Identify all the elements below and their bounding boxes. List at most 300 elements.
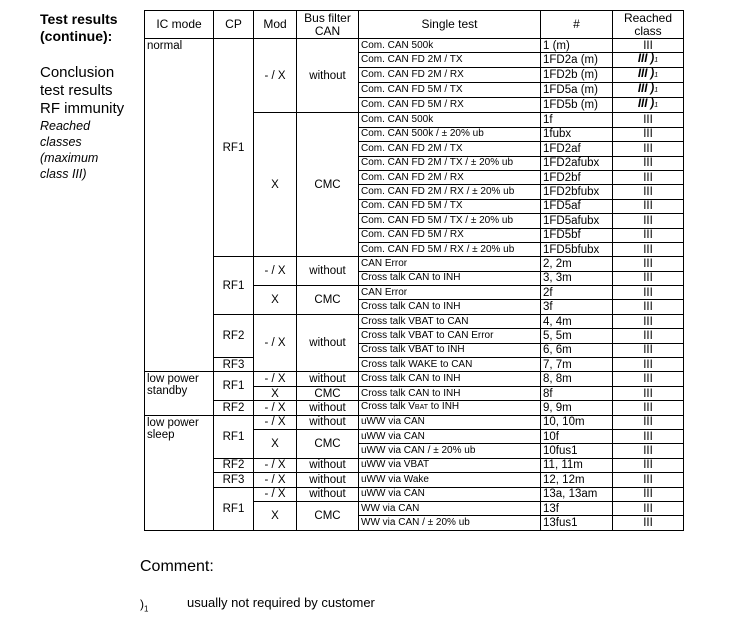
reached-class: III — [643, 272, 653, 285]
header-reached-class — [613, 11, 684, 39]
single-test-text: Cross talk CAN to INH — [361, 387, 461, 399]
single-test-cell — [359, 473, 541, 487]
single-test-text: Com. CAN 500k — [361, 39, 434, 51]
bus-filter-cell — [297, 314, 359, 372]
test-number: 6, 6m — [543, 344, 572, 357]
single-test-text: Cross talk CAN to INH — [361, 272, 461, 284]
reached-class: III — [643, 358, 653, 371]
single-test-text: uWW via CAN — [361, 488, 425, 500]
conclusion-line: RF immunity — [40, 100, 125, 117]
table-row — [145, 415, 684, 429]
single-test-cell — [359, 113, 541, 127]
single-test-cell — [359, 386, 541, 400]
class-footnote-sub: 1 — [654, 87, 659, 95]
test-number: 10f — [543, 430, 559, 443]
ic-mode-label: sleep — [147, 428, 175, 441]
bus-filter-label: without — [309, 337, 346, 350]
single-test-text: Com. CAN FD 2M / RX — [361, 69, 464, 81]
results-table — [144, 10, 684, 531]
test-number-cell — [541, 516, 613, 530]
mod-label: X — [271, 293, 279, 306]
reached-class: III — [637, 53, 648, 66]
reached-class-cell — [613, 372, 684, 386]
header-bus-filter — [297, 11, 359, 39]
reached-classes-note — [40, 118, 140, 182]
test-number: 11, 11m — [543, 459, 583, 472]
test-number-cell — [541, 329, 613, 343]
test-number: 10, 10m — [543, 416, 585, 429]
test-number-cell — [541, 372, 613, 386]
reached-class-cell — [613, 415, 684, 429]
single-test-cell — [359, 444, 541, 458]
test-number-cell — [541, 257, 613, 271]
single-test-subscript: BAT — [414, 404, 429, 412]
test-number: 13a, 13am — [543, 488, 598, 501]
reached-class: III — [643, 186, 653, 199]
mod-cell — [254, 473, 297, 487]
test-number-cell — [541, 358, 613, 372]
conclusion-line: Conclusion — [40, 64, 115, 81]
reached-class-cell — [613, 286, 684, 300]
test-number: 1FD5a (m) — [543, 84, 598, 97]
single-test-cell — [359, 214, 541, 228]
single-test-text: CAN Error — [361, 257, 408, 269]
reached-class-cell — [613, 429, 684, 443]
note-line: classes — [40, 135, 82, 149]
cp-label: RF2 — [222, 329, 245, 342]
test-number-cell — [541, 39, 613, 53]
single-test-text: Com. CAN FD 5M / TX / ± 20% ub — [361, 214, 514, 226]
reached-class-cell — [613, 39, 684, 53]
single-test-cell — [359, 156, 541, 170]
cp-cell — [214, 458, 254, 472]
single-test-text: Com. CAN FD 2M / TX — [361, 54, 463, 66]
single-test-text: Cross talk VBAT to CAN Error — [361, 329, 494, 341]
reached-class-cell — [613, 487, 684, 501]
test-number-cell — [541, 401, 613, 415]
single-test-cell — [359, 39, 541, 53]
test-number: 1FD2af — [543, 142, 581, 155]
title-line: Test results — [40, 11, 118, 27]
header-bus-filter-l1: Bus filter — [304, 10, 351, 25]
reached-class-cell — [613, 68, 684, 83]
class-footnote-paren: ) — [650, 68, 655, 81]
bus-filter-cell — [297, 501, 359, 530]
reached-class-cell — [613, 401, 684, 415]
table-row — [145, 39, 684, 53]
reached-class-cell — [613, 343, 684, 357]
mod-label: - / X — [264, 488, 286, 501]
single-test-text: uWW via CAN — [361, 416, 425, 428]
single-test-cell — [359, 242, 541, 256]
mod-label: X — [271, 178, 279, 191]
cp-cell — [214, 39, 254, 257]
single-test-cell — [359, 68, 541, 83]
mod-label: - / X — [264, 337, 286, 350]
test-number-cell — [541, 300, 613, 314]
test-number-cell — [541, 429, 613, 443]
note-line: (maximum — [40, 151, 99, 165]
reached-class-cell — [613, 185, 684, 199]
reached-class-cell — [613, 242, 684, 256]
mod-cell — [254, 401, 297, 415]
mod-label: - / X — [264, 401, 286, 414]
class-footnote-sub: 1 — [654, 72, 659, 80]
bus-filter-cell — [297, 257, 359, 286]
reached-class: III — [643, 301, 653, 314]
test-number-cell — [541, 228, 613, 242]
reached-class: III — [643, 39, 653, 52]
single-test-cell — [359, 429, 541, 443]
mod-cell — [254, 458, 297, 472]
test-number: 1FD5bf — [543, 229, 581, 242]
mod-label: - / X — [264, 265, 286, 278]
header-single-test: Single test — [359, 11, 541, 39]
bus-filter-cell — [297, 39, 359, 113]
single-test-text: Cross talk V — [361, 401, 415, 413]
single-test-cell — [359, 329, 541, 343]
bus-filter-label: CMC — [314, 387, 341, 400]
single-test-text: uWW via Wake — [361, 473, 429, 485]
table-row — [145, 473, 684, 487]
reached-class: III — [643, 286, 653, 299]
note-line: Reached — [40, 119, 91, 133]
reached-class: III — [643, 517, 653, 530]
header-bus-filter-l2: CAN — [314, 23, 341, 38]
single-test-text: Com. CAN FD 5M / RX — [361, 229, 464, 241]
bus-filter-label: CMC — [314, 178, 341, 191]
reached-class: III — [643, 416, 653, 429]
test-number: 1fubx — [543, 128, 572, 141]
mod-cell — [254, 257, 297, 286]
table-row — [145, 458, 684, 472]
mod-cell — [254, 415, 297, 429]
reached-class-cell — [613, 386, 684, 400]
mod-cell — [254, 429, 297, 458]
test-number-cell — [541, 343, 613, 357]
bus-filter-cell — [297, 458, 359, 472]
test-number-cell — [541, 444, 613, 458]
bus-filter-label: CMC — [314, 509, 341, 522]
reached-class: III — [643, 430, 653, 443]
reached-class: III — [643, 445, 653, 458]
cp-label: RF1 — [222, 279, 245, 292]
header-reached-l1: Reached — [623, 10, 673, 25]
single-test-cell — [359, 286, 541, 300]
test-number: 1FD2b (m) — [543, 69, 598, 82]
cp-label: RF1 — [222, 141, 245, 154]
mod-cell — [254, 501, 297, 530]
reached-class: III — [643, 459, 653, 472]
reached-class: III — [637, 83, 648, 96]
test-number: 10fus1 — [543, 445, 578, 458]
mod-cell — [254, 113, 297, 257]
bus-filter-label: without — [309, 265, 346, 278]
single-test-text: uWW via VBAT — [361, 459, 430, 471]
single-test-text: Com. CAN FD 5M / RX / ± 20% ub — [361, 243, 515, 255]
ic-mode-label: normal — [147, 40, 183, 52]
test-number-cell — [541, 199, 613, 213]
table-row — [145, 487, 684, 501]
test-number: 5, 5m — [543, 329, 572, 342]
single-test-text: Com. CAN FD 5M / TX — [361, 84, 463, 96]
reached-class-cell — [613, 170, 684, 184]
reached-class: III — [643, 200, 653, 213]
mod-cell — [254, 487, 297, 501]
reached-class: III — [643, 142, 653, 155]
cp-cell — [214, 358, 254, 372]
single-test-text: Com. CAN 500k — [361, 114, 434, 126]
cp-cell — [214, 257, 254, 315]
test-number: 2f — [543, 286, 553, 299]
reached-class-cell — [613, 444, 684, 458]
footnote-mark-sub: 1 — [144, 604, 149, 614]
reached-class-cell — [613, 98, 684, 113]
comment-label: Comment: — [140, 558, 214, 575]
reached-class: III — [643, 387, 653, 400]
test-number-cell — [541, 83, 613, 98]
bus-filter-cell — [297, 487, 359, 501]
reached-class-cell — [613, 516, 684, 530]
header-reached-l2: class — [634, 23, 662, 38]
cp-cell — [214, 372, 254, 401]
single-test-cell — [359, 83, 541, 98]
test-number: 3f — [543, 301, 553, 314]
single-test-cell — [359, 185, 541, 199]
test-number: 1FD2afubx — [543, 157, 600, 170]
test-number: 13fus1 — [543, 517, 578, 530]
single-test-cell — [359, 516, 541, 530]
cp-label: RF3 — [222, 473, 245, 486]
single-test-text: uWW via CAN — [361, 430, 425, 442]
ic-mode-label: low power — [147, 373, 199, 386]
reached-class: III — [643, 243, 653, 256]
mod-cell — [254, 372, 297, 386]
test-number-cell — [541, 185, 613, 199]
footnote-text: usually not required by customer — [187, 595, 375, 610]
header-cp: CP — [214, 11, 254, 39]
reached-class-cell — [613, 329, 684, 343]
reached-class: III — [643, 473, 653, 486]
single-test-text: Com. CAN FD 5M / RX — [361, 99, 464, 111]
single-test-cell — [359, 415, 541, 429]
test-number: 1FD2a (m) — [543, 54, 598, 67]
reached-class: III — [643, 373, 653, 386]
title-line: (continue): — [40, 28, 113, 44]
table-row — [145, 401, 684, 415]
mod-label: X — [271, 509, 279, 522]
cp-cell — [214, 314, 254, 357]
bus-filter-label: without — [309, 473, 346, 486]
test-number: 1FD5afubx — [543, 214, 600, 227]
test-number: 13f — [543, 502, 559, 515]
cp-label: RF1 — [222, 502, 245, 515]
table-row — [145, 358, 684, 372]
reached-class-cell — [613, 127, 684, 141]
reached-class-cell — [613, 53, 684, 68]
test-number-cell — [541, 501, 613, 515]
single-test-cell — [359, 300, 541, 314]
reached-class-cell — [613, 314, 684, 328]
single-test-text: WW via CAN — [361, 502, 420, 514]
mod-label: - / X — [264, 473, 286, 486]
reached-class: III — [643, 171, 653, 184]
reached-class: III — [637, 98, 648, 111]
bus-filter-cell — [297, 429, 359, 458]
single-test-text: Com. CAN FD 2M / TX — [361, 142, 463, 154]
single-test-text: Com. CAN FD 2M / RX — [361, 171, 464, 183]
ic-mode-low-power-standby — [145, 372, 214, 415]
reached-class: III — [643, 257, 653, 270]
bus-filter-label: without — [309, 401, 346, 414]
test-number-cell — [541, 286, 613, 300]
single-test-text: Cross talk VBAT to CAN — [361, 315, 469, 327]
single-test-text: Com. CAN FD 2M / RX / ± 20% ub — [361, 186, 515, 198]
cp-cell — [214, 487, 254, 530]
table-row — [145, 314, 684, 328]
single-test-cell — [359, 98, 541, 113]
reached-class-cell — [613, 501, 684, 515]
mod-cell — [254, 386, 297, 400]
ic-mode-label: standby — [147, 385, 188, 398]
cp-cell — [214, 401, 254, 415]
test-number: 7, 7m — [543, 358, 572, 371]
class-footnote-sub: 1 — [654, 102, 659, 110]
footnote-mark-paren: ) — [140, 597, 144, 611]
single-test-text: Com. CAN FD 2M / TX / ± 20% ub — [361, 157, 514, 169]
cp-label: RF1 — [222, 380, 245, 393]
single-test-cell — [359, 228, 541, 242]
class-footnote-paren: ) — [650, 98, 655, 111]
reached-class: III — [643, 344, 653, 357]
reached-class: III — [643, 128, 653, 141]
test-number: 1FD2bfubx — [543, 186, 600, 199]
table-row — [145, 257, 684, 271]
single-test-text: uWW via CAN / ± 20% ub — [361, 445, 476, 457]
test-number: 1FD5af — [543, 200, 581, 213]
bus-filter-cell — [297, 415, 359, 429]
note-line: class III) — [40, 167, 87, 181]
single-test-cell — [359, 53, 541, 68]
single-test-cell — [359, 358, 541, 372]
test-number: 8f — [543, 387, 553, 400]
single-test-cell — [359, 487, 541, 501]
reached-class-cell — [613, 300, 684, 314]
bus-filter-cell — [297, 401, 359, 415]
cp-cell — [214, 473, 254, 487]
mod-label: X — [271, 387, 279, 400]
single-test-text: Cross talk VBAT to INH — [361, 344, 465, 356]
single-test-cell — [359, 170, 541, 184]
single-test-cell — [359, 501, 541, 515]
single-test-text: Cross talk CAN to INH — [361, 301, 461, 313]
reached-class: III — [643, 329, 653, 342]
test-number-cell — [541, 214, 613, 228]
test-number-cell — [541, 458, 613, 472]
reached-class: III — [643, 157, 653, 170]
mod-cell — [254, 39, 297, 113]
test-number: 3, 3m — [543, 272, 572, 285]
reached-class: III — [643, 502, 653, 515]
test-number: 12, 12m — [543, 473, 585, 486]
table-header-row — [145, 11, 684, 39]
single-test-text: Com. CAN FD 5M / TX — [361, 200, 463, 212]
test-number: 1FD2bf — [543, 171, 581, 184]
single-test-text: Cross talk CAN to INH — [361, 373, 461, 385]
single-test-text: Cross talk WAKE to CAN — [361, 358, 473, 370]
reached-class-cell — [613, 199, 684, 213]
bus-filter-label: without — [309, 69, 346, 82]
header-number: # — [541, 11, 613, 39]
single-test-cell — [359, 257, 541, 271]
single-test-cell — [359, 199, 541, 213]
test-number-cell — [541, 68, 613, 83]
table-row — [145, 372, 684, 386]
class-footnote-paren: ) — [650, 83, 655, 96]
single-test-cell — [359, 401, 541, 415]
test-number-cell — [541, 98, 613, 113]
test-number: 9, 9m — [543, 401, 572, 414]
reached-class: III — [643, 229, 653, 242]
header-mod: Mod — [254, 11, 297, 39]
footnote-mark — [140, 597, 148, 613]
section-title — [40, 11, 140, 45]
class-footnote-sub: 1 — [654, 57, 659, 65]
reached-class: III — [637, 68, 648, 81]
single-test-cell — [359, 314, 541, 328]
single-test-cell — [359, 458, 541, 472]
cp-cell — [214, 415, 254, 458]
single-test-cell — [359, 271, 541, 285]
mod-label: X — [271, 437, 279, 450]
reached-class-cell — [613, 156, 684, 170]
single-test-text: Com. CAN 500k / ± 20% ub — [361, 128, 484, 140]
test-number: 2, 2m — [543, 257, 572, 270]
test-number-cell — [541, 242, 613, 256]
reached-class-cell — [613, 358, 684, 372]
bus-filter-label: without — [309, 373, 346, 386]
reached-class-cell — [613, 113, 684, 127]
test-number: 1FD5b (m) — [543, 99, 598, 112]
test-number-cell — [541, 142, 613, 156]
single-test-cell — [359, 127, 541, 141]
reached-class-cell — [613, 257, 684, 271]
reached-class: III — [643, 315, 653, 328]
test-number-cell — [541, 156, 613, 170]
mod-label: - / X — [264, 373, 286, 386]
mod-cell — [254, 286, 297, 315]
bus-filter-label: CMC — [314, 437, 341, 450]
test-number-cell — [541, 170, 613, 184]
bus-filter-label: CMC — [314, 293, 341, 306]
mod-label: - / X — [264, 69, 286, 82]
single-test-text: WW via CAN / ± 20% ub — [361, 517, 470, 529]
test-number-cell — [541, 53, 613, 68]
reached-class-cell — [613, 142, 684, 156]
reached-class: III — [643, 114, 653, 127]
reached-class: III — [643, 401, 653, 414]
reached-class-cell — [613, 214, 684, 228]
test-number-cell — [541, 386, 613, 400]
ic-mode-normal — [145, 39, 214, 372]
bus-filter-label: without — [309, 459, 346, 472]
test-number-cell — [541, 473, 613, 487]
test-number-cell — [541, 271, 613, 285]
test-number-cell — [541, 314, 613, 328]
bus-filter-cell — [297, 286, 359, 315]
test-number-cell — [541, 113, 613, 127]
single-test-cell — [359, 142, 541, 156]
